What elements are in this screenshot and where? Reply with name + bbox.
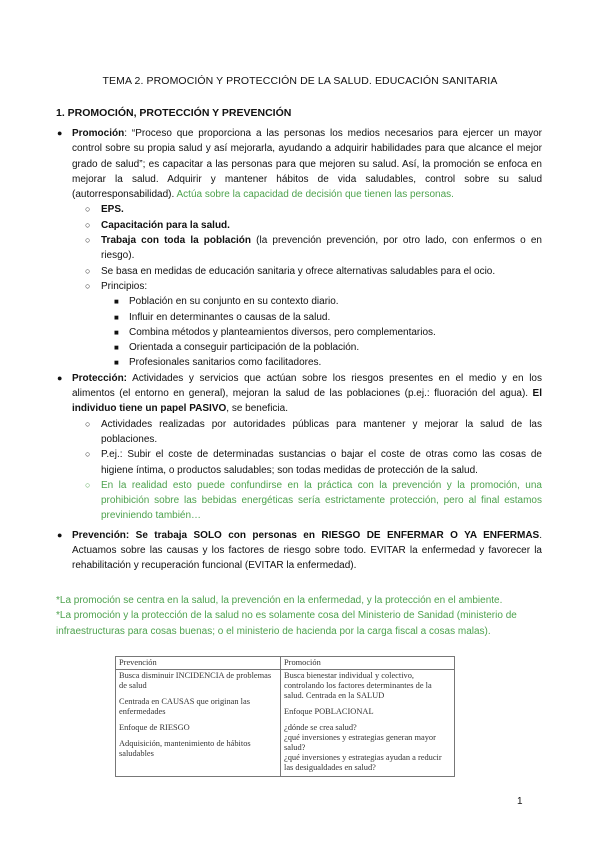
proteccion-definition: Actividades y servicios que actúan sobre los riesgos presentes en el medio y en los alimentos (el entorno en general), mejoran la salud de las poblaciones (p.ej.: fluoración del agua). [72, 372, 542, 400]
square-bullet-icon: ■ [114, 358, 119, 368]
proteccion-sub-realidad [56, 478, 542, 524]
principle-item [56, 310, 542, 325]
promocion-highlight: Actúa sobre la capacidad de decisión que tienen las personas. [174, 189, 454, 201]
sub-text-bold: Trabaja con toda la población [101, 235, 252, 247]
table-cell-text: Adquisición, mantenimiento de hábitos saludables [119, 739, 251, 758]
proteccion-sub-autoridades [56, 417, 542, 448]
table-cell-prevencion [116, 670, 281, 777]
prevencion-definition: . Actuamos sobre las causas y los factores de riesgo sobre todo. EVITAR la enfermedad y favorecer la rehabilitación y recuperación funcional (EVITAR la enfermedad). [72, 529, 542, 572]
sub-text: EPS. [101, 204, 124, 216]
sub-text: En la realidad esto puede confundirse en la práctica con la prevención y la promoción, una prohibición sobre las bebidas energéticas sería estrictamente protección, pero al final estamos previniendo también… [101, 479, 542, 522]
promocion-sub-capacitacion [56, 218, 542, 233]
promocion-sub-eps [56, 202, 542, 217]
principle-item [56, 355, 542, 370]
sub-bullet-icon: ○ [85, 280, 91, 291]
sub-bullet-icon: ○ [85, 479, 91, 490]
table-header: Promoción [281, 657, 455, 670]
proteccion-bold: El individuo tiene un papel PASIVO [72, 388, 542, 415]
table-cell-text: ¿qué inversiones y estrategias generan mayor salud? [284, 733, 436, 752]
principle-item [56, 294, 542, 309]
principle-text: Influir en determinantes o causas de la salud. [129, 311, 331, 323]
term-promocion: Promoción [72, 128, 125, 139]
table-cell-text: ¿qué inversiones y estrategias ayudan a reducir las desigualdades en salud? [284, 753, 442, 772]
sub-bullet-icon: ○ [85, 219, 91, 230]
table-cell-text: Centrada en CAUSAS que originan las enfermedades [119, 697, 250, 716]
bullet-icon: ● [57, 128, 63, 138]
square-bullet-icon: ■ [114, 312, 119, 322]
square-bullet-icon: ■ [114, 297, 119, 307]
sub-bullet-icon: ○ [85, 418, 91, 429]
bullet-icon: ● [57, 529, 63, 540]
page-title: TEMA 2. PROMOCIÓN Y PROTECCIÓN DE LA SALUD. EDUCACIÓN SANITARIA [102, 75, 498, 87]
term-prevencion: Prevención: [72, 529, 130, 541]
promocion-sub-poblacion [56, 233, 542, 264]
table-header: Prevención [116, 657, 281, 670]
proteccion-sub-ejemplo [56, 447, 542, 478]
table-cell-text: Busca disminuir INCIDENCIA de problemas de salud [119, 671, 272, 690]
sub-text: P.ej.: Subir el coste de determinadas sustancias o bajar el coste de otras como las cosas de higiene íntima, o productos saludables; son todas medidas de protección de la salud. [101, 449, 542, 476]
principle-item [56, 340, 542, 355]
section-heading: 1. PROMOCIÓN, PROTECCIÓN Y PREVENCIÓN [56, 107, 292, 119]
comparison-table-grid [115, 656, 455, 777]
principle-text: Población en su conjunto en su contexto diario. [129, 296, 339, 308]
notes [56, 593, 546, 639]
bullet-icon: ● [57, 372, 63, 383]
bullet-proteccion [56, 371, 542, 417]
sub-text: Se basa en medidas de educación sanitaria y ofrece alternativas saludables para el ocio. [101, 265, 496, 277]
page-number: 1 [517, 796, 523, 807]
sub-bullet-icon: ○ [85, 204, 91, 215]
sub-text: Actividades realizadas por autoridades públicas para mantener y mejorar la salud de las poblaciones. [101, 418, 542, 445]
square-bullet-icon: ■ [114, 343, 119, 353]
sub-text: (la prevención prevención, por otro lado, con enfermos o en riesgo). [101, 235, 542, 262]
comparison-table [115, 656, 455, 777]
sub-bullet-icon: ○ [85, 449, 91, 460]
promocion-sub-principios [56, 279, 542, 294]
table-cell-text: ¿dónde se crea salud? [284, 723, 357, 732]
bullet-promocion [56, 126, 542, 202]
proteccion-after: , se beneficia. [226, 403, 288, 415]
note-1: *La promoción se centra en la salud, la prevención en la enfermedad, y la protección en el ambiente. [56, 595, 503, 606]
bullet-prevencion [56, 528, 542, 574]
promocion-definition: : “Proceso que proporciona a las personas los medios necesarios para ejercer un mayor control sobre su propia salud y así mejorarla, ayudando a adquirir habilidades para que alcance el mejor grado de salud”; es capacitar a las personas para que mejoren su salud. Así, la promoción se enfoca en mejorar la salud. Adquirir y mantener hábitos de vida saludables, control sobre su salud (autorresponsabilidad). [72, 128, 542, 201]
note-2: *La promoción y la protección de la salud no es solamente cosa del Ministerio de Sanidad (ministerio de infraestructuras para cosas buenas; o el ministerio de hacienda por la carga fiscal a cosas malas). [56, 610, 517, 637]
principle-text: Orientada a conseguir participación de la población. [129, 342, 360, 354]
term-proteccion: Protección: [72, 372, 128, 384]
document-body [56, 126, 542, 574]
table-cell-promocion [281, 670, 455, 777]
sub-text: Principios: [101, 280, 148, 292]
table-cell-text: Busca bienestar individual y colectivo, controlando los factores determinantes de la salud. Centrada en la SALUD [284, 671, 432, 700]
sub-bullet-icon: ○ [85, 265, 91, 276]
principle-text: Profesionales sanitarios como facilitadores. [129, 357, 322, 369]
principle-item [56, 325, 542, 340]
table-cell-text: Enfoque POBLACIONAL [284, 707, 374, 716]
table-row [116, 670, 455, 777]
table-cell-text: Enfoque de RIESGO [119, 723, 190, 732]
principle-text: Combina métodos y planteamientos diversos, pero complementarios. [129, 326, 436, 338]
prevencion-bold: Se trabaja SOLO con personas en RIESGO DE ENFERMAR O YA ENFERMAS [129, 529, 540, 541]
sub-text: Capacitación para la salud. [101, 219, 230, 231]
sub-bullet-icon: ○ [85, 235, 91, 246]
table-header-row [116, 657, 455, 670]
square-bullet-icon: ■ [114, 327, 119, 337]
promocion-sub-educacion [56, 264, 542, 279]
